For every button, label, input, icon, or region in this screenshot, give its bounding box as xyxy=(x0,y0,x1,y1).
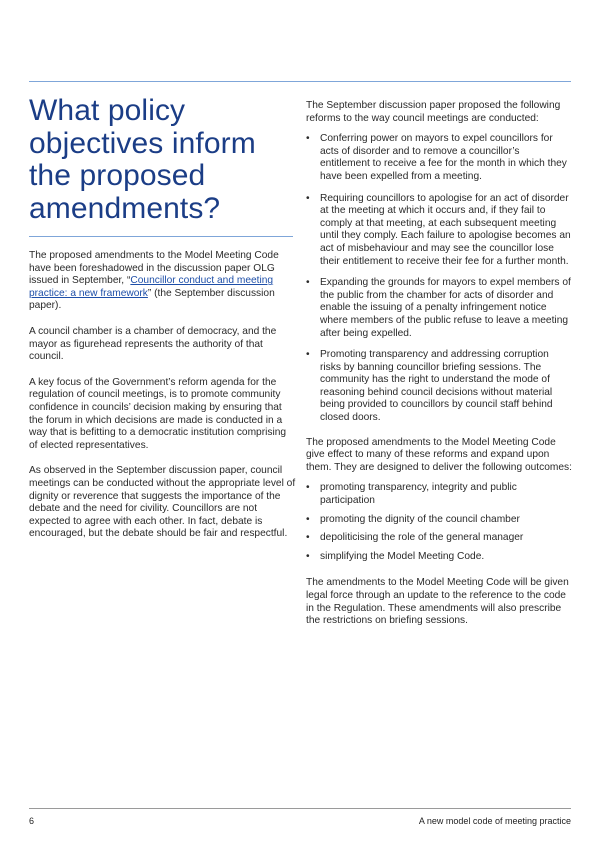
bullet-icon: • xyxy=(306,482,310,494)
list-item xyxy=(306,349,572,425)
list-item-text: Expanding the grounds for mayors to expel members of the public from the chamber for acts of disorder and enable the issuing of a penalty infringement notice where members of the public refuse to leave a meeting after being expelled. xyxy=(320,277,571,339)
bullet-icon: • xyxy=(306,277,310,289)
list-item xyxy=(306,193,572,269)
footer-divider xyxy=(29,808,571,809)
list-item-text: promoting the dignity of the council chamber xyxy=(320,513,520,525)
paragraph-reform-agenda: A key focus of the Government’s reform agenda for the regulation of council meetings, is to promote community confidence in councils’ decision making by ensuring that the forum in which decisions are made is conducted in a way that is befitting to a democratic institution comprising of elected representatives. xyxy=(29,376,287,451)
list-item xyxy=(306,551,572,564)
paragraph-text: The proposed amendments to the Model Meeting Code have been foreshadowed in the discussion paper OLG issued in September, “ xyxy=(29,250,279,287)
left-column xyxy=(29,250,297,554)
list-item-text: depoliticising the role of the general manager xyxy=(320,532,524,544)
list-item-text: Requiring councillors to apologise for an act of disorder at the meeting at which it occurs and, if they fail to comply at that meeting, at each subsequent meeting until they comply. Each failure to apologise becomes an act of misbehaviour and may see the councillor lose their entitlement to receive their fee for a further month. xyxy=(320,192,571,267)
bullet-icon: • xyxy=(306,192,310,204)
outcomes-list xyxy=(306,482,572,563)
discussion-paper-link[interactable]: Councillor conduct and meeting practice: a new framework xyxy=(29,275,274,299)
paragraph-dignity: As observed in the September discussion paper, council meetings can be conducted without the appropriate level of dignity or reverence that suggests the importance of the debate and the need for civility. Councillors are not expected to agree with each other. In fact, debate is encouraged, but the debate should be fair and respectful. xyxy=(29,465,296,540)
paragraph-reforms-intro: The September discussion paper proposed the following reforms to the way council meetings are conducted: xyxy=(306,100,561,124)
list-item xyxy=(306,482,572,507)
list-item-text: Conferring power on mayors to expel councillors for acts of disorder and to remove a councillor’s entitlement to receive a fee for the month in which they have been expelled from a meeting. xyxy=(320,133,567,182)
bullet-icon: • xyxy=(306,550,310,562)
bullet-icon: • xyxy=(306,133,310,145)
top-divider xyxy=(29,81,571,82)
paragraph-text: ” (the September discussion paper). xyxy=(29,287,275,312)
page-title: What policy objectives inform the proposed amendments? xyxy=(29,94,256,225)
list-item xyxy=(306,532,572,545)
list-item xyxy=(306,133,572,183)
bullet-icon: • xyxy=(306,532,310,544)
paragraph-chamber-of-democracy: A council chamber is a chamber of democracy, and the mayor as figurehead represents the authority of that council. xyxy=(29,325,277,363)
reforms-list xyxy=(306,133,572,424)
page-number: 6 xyxy=(29,816,35,826)
paragraph-legal-force: The amendments to the Model Meeting Code will be given legal force through an update to the reference to the code in the Regulation. These amendments will also prescribe the restrictions on briefing sessions. xyxy=(306,577,569,627)
list-item-text: promoting transparency, integrity and public participation xyxy=(320,482,517,507)
list-item-text: Promoting transparency and addressing corruption risks by banning councillor briefing sessions. The community has the right to understand the mode of reasoning behind council decisions without material being provided to councillors by council staff behind closed doors. xyxy=(320,349,553,424)
list-item xyxy=(306,277,572,340)
footer-document-title: A new model code of meeting practice xyxy=(418,816,571,826)
paragraph-outcomes-intro: The proposed amendments to the Model Meeting Code give effect to many of these reforms and expand upon them. They are designed to deliver the following outcomes: xyxy=(306,436,572,473)
bullet-icon: • xyxy=(306,513,310,525)
list-item xyxy=(306,514,572,527)
bullet-icon: • xyxy=(306,349,310,361)
list-item-text: simplifying the Model Meeting Code. xyxy=(320,550,485,562)
right-column xyxy=(306,100,572,641)
title-divider xyxy=(29,236,293,237)
paragraph-foreshadowed xyxy=(29,250,297,313)
